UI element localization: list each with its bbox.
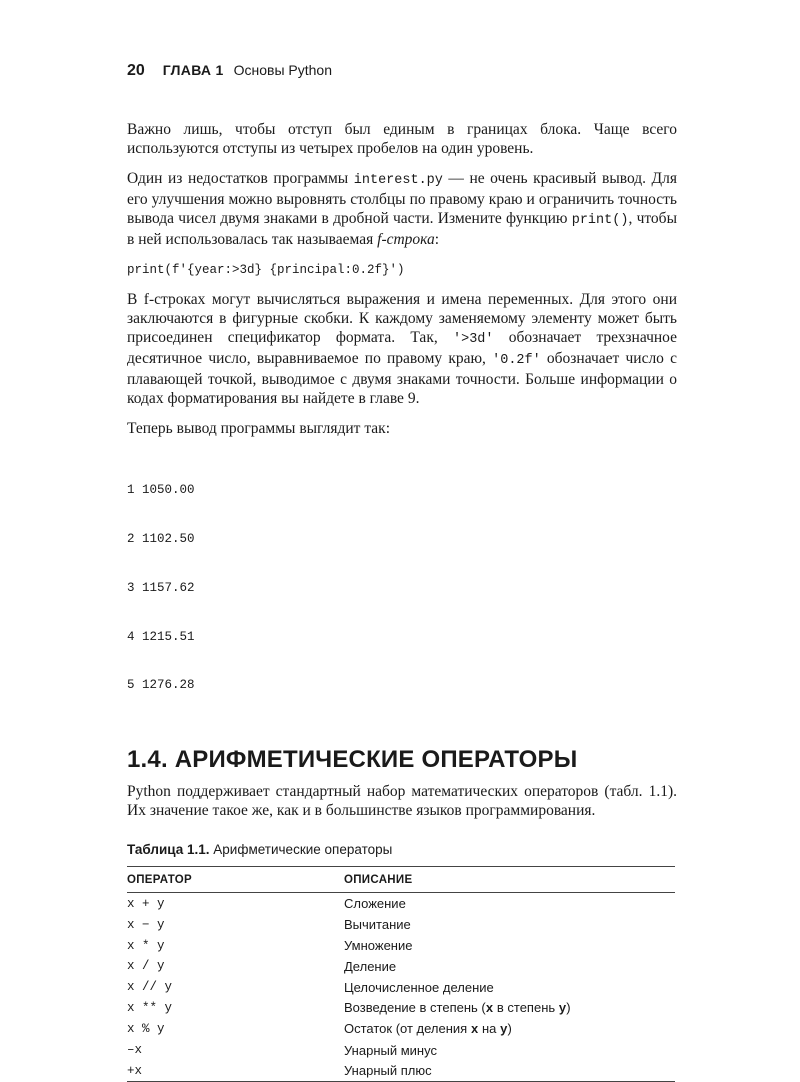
table-row (127, 1060, 675, 1081)
inline-code: interest.py (353, 173, 443, 188)
table-row (127, 998, 675, 1019)
text-run: ) (507, 1021, 512, 1037)
table-row (127, 1019, 675, 1040)
table-row (127, 977, 675, 998)
variable-x: x (485, 1002, 494, 1017)
operator-cell: x * y (127, 938, 165, 953)
text-run: в степень (493, 1000, 559, 1016)
description-cell: Унарный минус (344, 1042, 437, 1058)
variable-y: y (500, 1023, 508, 1038)
text-run: Один из недостатков программы (127, 170, 354, 187)
text-run: — не очень красивый вывод. Для его улучшения можно выровнять столбцы по правому краю и ограничить точность вывода чисел двумя знаками в дробной части. Измените функцию (127, 170, 677, 227)
paragraph-output-intro: Теперь вывод программы выглядит так: (127, 420, 391, 438)
text-run: ) (566, 1000, 571, 1016)
section-heading: 1.4. АРИФМЕТИЧЕСКИЕ ОПЕРАТОРЫ (127, 746, 578, 774)
table-row (127, 935, 675, 956)
column-header-operator: ОПЕРАТОР (127, 867, 344, 893)
operator-cell: x % y (127, 1022, 165, 1037)
paragraph-fstring-explain (127, 290, 677, 408)
inline-code: '0.2f' (492, 353, 541, 369)
table-row (127, 956, 675, 977)
output-line: 4 1215.51 (127, 629, 195, 644)
description-cell (344, 1019, 675, 1040)
text-run: : (434, 231, 440, 248)
paragraph-fstring-intro (127, 169, 677, 249)
operator-cell: x + y (127, 896, 165, 911)
inline-code: print() (571, 213, 629, 228)
page-number: 20 (127, 62, 145, 79)
operator-cell: x // y (127, 980, 173, 995)
chapter-label: ГЛАВА 1 (162, 62, 224, 78)
description-cell: Сложение (344, 896, 406, 912)
output-line: 5 1276.28 (127, 678, 195, 693)
output-line: 2 1102.50 (127, 531, 195, 546)
text-run: Возведение в степень ( (344, 1000, 486, 1016)
description-cell: Унарный плюс (344, 1060, 675, 1081)
table-caption-label: Таблица 1.1. (127, 842, 210, 858)
description-cell: Деление (344, 958, 397, 974)
table-row (127, 914, 675, 935)
description-cell: Целочисленное деление (344, 979, 494, 995)
running-head (127, 62, 677, 86)
description-cell: Вычитание (344, 917, 411, 933)
operator-cell: x − y (127, 917, 165, 932)
column-header-description: ОПИСАНИЕ (344, 867, 675, 893)
text-run: обозначает трехзначное десятичное число, выравниваемое по правому краю, (127, 329, 677, 368)
operators-table (127, 866, 675, 1082)
inline-code: '>3d' (453, 332, 494, 348)
operator-cell: +x (127, 1060, 344, 1081)
table-row (127, 893, 675, 914)
paragraph-operators-intro: Python поддерживает стандартный набор математических операторов (табл. 1.1). Их значение такое же, как и в большинстве языков программирования. (127, 783, 677, 820)
output-line: 1 1050.00 (127, 482, 195, 497)
text-run: на (478, 1021, 500, 1037)
paragraph-indentation: Важно лишь, чтобы отступ был единым в границах блока. Чаще всего используются отступы из четырех пробелов на один уровень. (127, 121, 677, 157)
operator-cell: x / y (127, 959, 165, 974)
text-run: В f-строках могут вычисляться выражения и имена переменных. Для этого они заключаются в фигурные скобки. К каждому заменяемому элементу может быть присоединен спецификатор формата. Так, (127, 291, 677, 347)
emphasis: f-строка (377, 231, 435, 248)
book-page (127, 62, 677, 1082)
variable-x: x (470, 1023, 479, 1038)
table-header-row (127, 867, 675, 893)
chapter-title: Основы Python (233, 62, 333, 78)
operator-cell: x ** y (127, 1001, 173, 1016)
description-cell (344, 998, 675, 1019)
operator-cell: –x (127, 1043, 143, 1058)
description-cell: Умножение (344, 938, 413, 954)
code-output (127, 449, 677, 726)
table-row (127, 1040, 675, 1061)
variable-y: y (558, 1002, 567, 1017)
text-run: , чтобы в ней использовалась так называемая (127, 210, 677, 248)
table-caption-text: Арифметические операторы (209, 842, 393, 858)
code-fstring: print(f'{year:>3d} {principal:0.2f}') (127, 263, 405, 277)
table-caption (127, 842, 677, 857)
text-run: обозначает число с плавающей точкой, выводимое с двумя знаками точности. Больше информации о кодах форматирования вы найдете в главе 9. (127, 350, 677, 408)
output-line: 3 1157.62 (127, 580, 195, 595)
text-run: Остаток (от деления (344, 1021, 471, 1037)
